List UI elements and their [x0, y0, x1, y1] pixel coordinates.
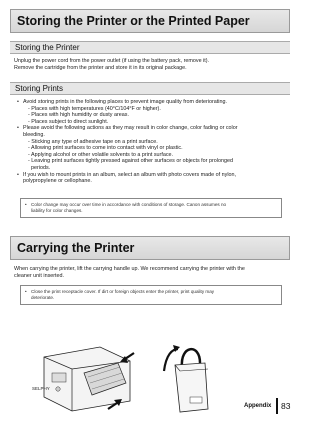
storing-prints-list	[16, 99, 288, 185]
list-item	[16, 125, 288, 171]
footer-section-label: Appendix	[244, 403, 272, 409]
sub-item: - Allowing print surfaces to come into contact with vinyl or plastic.	[28, 145, 183, 152]
carrying-printer-illustration	[22, 335, 222, 415]
bullet-icon: •	[25, 289, 27, 294]
text-line: Unplug the power cord from the power outlet (if using the battery pack, remove it).	[14, 58, 210, 64]
list-item-text: bleeding.	[23, 131, 45, 138]
list-item	[16, 172, 288, 185]
list-item-text: If you wish to mount prints in an album, select an album with photo covers made of nylon,	[23, 171, 237, 178]
subheading-storing-prints: Storing Prints	[10, 82, 290, 95]
note-text: liability for color changes.	[31, 208, 83, 213]
note-text: Color change may occur over time in accordance with conditions of storage. Canon assumes no	[31, 202, 227, 207]
printer-body-illustration	[32, 347, 134, 411]
device-label: SELPHY	[32, 386, 50, 391]
bullet-icon: •	[17, 125, 19, 132]
sub-item: - Places subject to direct sunlight.	[28, 118, 109, 125]
subheading-storing-printer: Storing the Printer	[10, 41, 290, 54]
carrying-text	[14, 266, 290, 280]
carrying-note-box	[20, 285, 282, 305]
sub-item: - Leaving print surfaces tightly pressed against other surfaces or objects for prolonged	[28, 158, 233, 165]
text-line: When carrying the printer, lift the carrying handle up. We recommend carrying the printer with the	[14, 266, 245, 272]
bullet-icon: •	[17, 99, 19, 105]
sub-item: - Places with high temperatures (40°C/104°F or higher).	[28, 105, 161, 112]
note-text: Close the print receptacle cover. If dirt or foreign objects enter the printer, print quality may	[31, 289, 215, 294]
bullet-icon: •	[25, 202, 27, 207]
storing-printer-text	[14, 58, 290, 72]
page-number: 83	[281, 401, 291, 411]
footer-divider	[276, 398, 278, 414]
carry-handle-illustration	[164, 345, 208, 412]
storage-note-box	[20, 198, 282, 218]
note-text: deteriorate.	[31, 295, 55, 300]
list-item	[16, 99, 288, 125]
section-title-storing: Storing the Printer or the Printed Paper	[10, 9, 290, 33]
list-item-text: Please avoid the following actions as they may result in color change, color fading or color	[23, 125, 238, 132]
bullet-icon: •	[17, 171, 19, 178]
text-line: cleaner unit inserted.	[14, 272, 65, 279]
text-line: Remove the cartridge from the printer and store it in its original package.	[14, 64, 187, 71]
sub-item: - Places with high humidity or dusty areas.	[28, 112, 129, 119]
sub-item: periods.	[31, 164, 51, 171]
list-item-text: polypropylene or cellophane.	[23, 178, 92, 185]
sub-item: - Sticking any type of adhesive tape on a print surface.	[28, 138, 158, 145]
section-title-carrying: Carrying the Printer	[10, 236, 290, 260]
list-item-text: Avoid storing prints in the following places to prevent image quality from deteriorating.	[23, 99, 227, 105]
sub-item: - Applying alcohol or other volatile solvents to a print surface.	[28, 151, 174, 158]
